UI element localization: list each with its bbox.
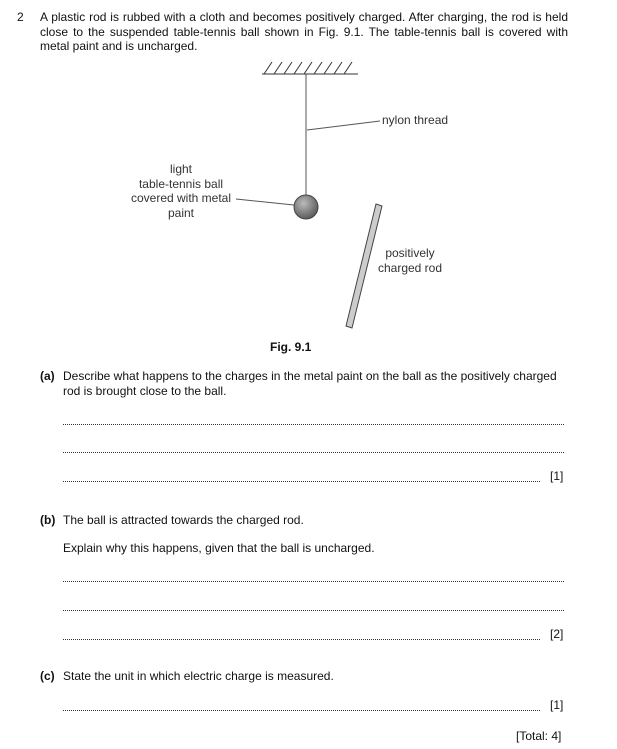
part-c-label: (c) — [40, 669, 55, 683]
total-marks: [Total: 4] — [516, 729, 562, 743]
answer-line[interactable] — [63, 610, 564, 611]
hatch-line — [324, 62, 332, 74]
hatch-line — [264, 62, 272, 74]
question-intro: A plastic rod is rubbed with a cloth and becomes positively charged. After charging, the rod is held close to the suspended table-tennis ball shown in Fig. 9.1. The table-tennis ball is covered with metal paint and is uncharged. — [40, 10, 568, 53]
rod-label-line: positively — [385, 246, 435, 260]
answer-line[interactable] — [63, 452, 564, 453]
part-a-marks: [1] — [550, 469, 564, 483]
hatch-line — [304, 62, 312, 74]
ball-label-line: covered with metal — [130, 191, 232, 205]
part-b-marks: [2] — [550, 627, 564, 641]
figure-caption: Fig. 9.1 — [270, 340, 312, 354]
thread-leader-line — [307, 121, 380, 130]
figure-diagram — [0, 0, 617, 360]
hatch-line — [294, 62, 302, 74]
answer-line[interactable] — [63, 639, 540, 640]
ball-leader-line — [236, 199, 294, 205]
hatch-line — [344, 62, 352, 74]
ball-label-line: paint — [167, 205, 195, 220]
answer-line[interactable] — [63, 424, 564, 425]
ball-label — [120, 162, 242, 220]
part-a-text: Describe what happens to the charges in the metal paint on the ball as the positively charged rod is brought close to the ball. — [63, 369, 557, 398]
part-a-label: (a) — [40, 369, 55, 383]
ball-label-line: light — [169, 162, 192, 176]
part-c-marks: [1] — [550, 698, 564, 712]
hatch-line — [314, 62, 322, 74]
rod-label-line: charged rod — [377, 260, 443, 275]
hatch-line — [284, 62, 292, 74]
answer-line[interactable] — [63, 481, 540, 482]
rod-label — [370, 246, 450, 275]
answer-line[interactable] — [63, 710, 540, 711]
part-c-text: State the unit in which electric charge is measured. — [63, 669, 334, 683]
part-b-text: The ball is attracted towards the charged rod. — [63, 513, 304, 527]
ball-label-line: table-tennis ball — [138, 176, 224, 191]
ceiling-support — [262, 62, 358, 74]
question-number: 2 — [17, 10, 24, 24]
hatch-line — [334, 62, 342, 74]
table-tennis-ball — [294, 195, 318, 219]
answer-line[interactable] — [63, 581, 564, 582]
thread-label: nylon thread — [382, 113, 449, 127]
part-b-text2: Explain why this happens, given that the ball is uncharged. — [63, 541, 375, 555]
hatch-line — [274, 62, 282, 74]
part-b-label: (b) — [40, 513, 56, 527]
